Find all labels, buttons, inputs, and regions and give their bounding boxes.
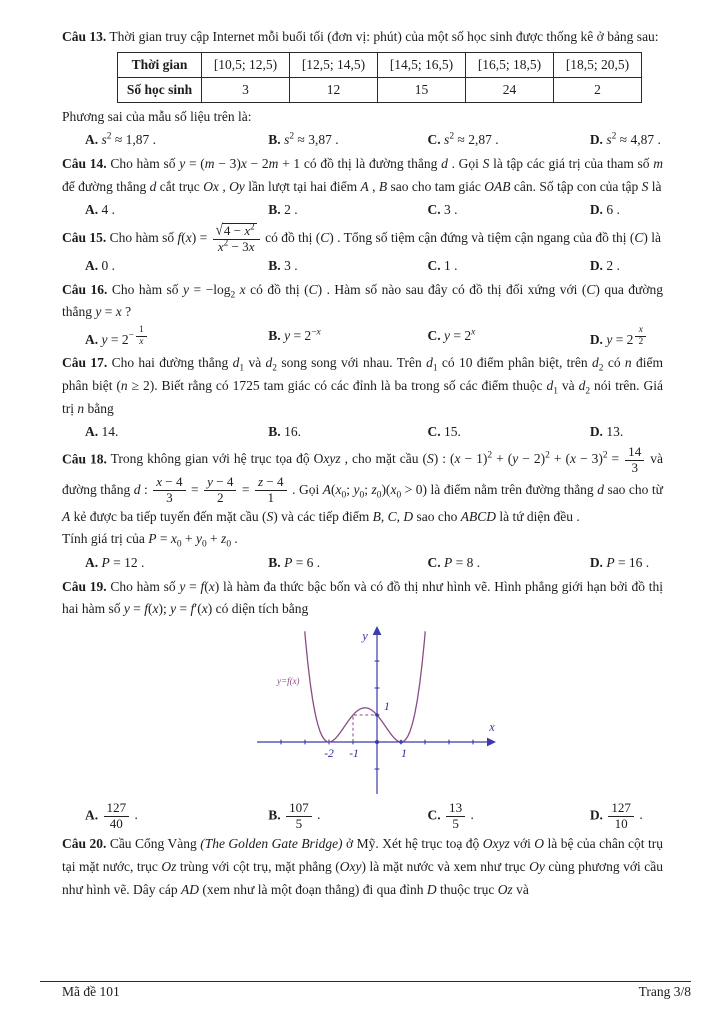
question-body: Cho hàm số f(x) = √ $4 - x^2$ $x^2 - 3x$ có đồ thị (C) . Tổng số tiệm cận đứng và tiệm cận ngang của đồ thị (C) là [109,220,661,254]
answer-option [62,129,245,151]
answer-option [567,129,663,151]
svg-text:x: x [489,719,495,734]
table-cell: [18,5; 20,5) [554,52,642,77]
table-cell: Thời gian [118,52,202,77]
table-cell: 2 [554,77,642,102]
table-cell: Số học sinh [118,77,202,102]
answer-option [245,255,404,277]
answer-letter: C. [427,328,441,344]
svg-text:y: y [362,628,368,643]
answer-value: $y = 2^{- \frac{1}{x}}$ [102,332,149,347]
answer-letter: A. [85,132,99,148]
answer-option [567,255,663,277]
question-18-answers [62,552,663,574]
answer-letter: D. [589,555,603,571]
question-16-answers [62,325,663,350]
question-13-answers [62,129,663,151]
question-body: Cầu Cổng Vàng (The Golden Gate Bridge) ở Mỹ. Xét hệ trục toạ độ Oxyz với O là bệ của chân cột trụ tại mặt nước, trục Oz trùng với cột trụ, mặt phẳng (Oxy) là mặt nước và xem như trục Oy cùng phương với cầu như hình vẽ. Dây cáp AD (xem như là một đoạn thẳng) đi qua đỉnh D thuộc trục Oz và [62,836,664,897]
answer-value: 0 . [101,258,115,274]
table-cell: 15 [378,77,466,102]
question-number: Câu 17. [62,355,108,371]
question-body: Cho hàm số y = f(x) là hàm đa thức bậc bốn và có đồ thị như hình vẽ. Hình phẳng giới hạn bởi đồ thị hai hàm số y = f(x); y = f′(x) có diện tích bằng [62,578,664,617]
answer-letter: A. [85,331,99,347]
answer-value: $s^2 \approx 3,87$ . [284,131,339,148]
table-row [118,52,642,77]
answer-option [405,325,567,350]
table-cell: [10,5; 12,5) [202,52,290,77]
answer-option [62,421,245,443]
table-row [118,77,642,102]
question-17-text [62,352,663,420]
answer-option [405,421,567,443]
question-number: Câu 19. [62,578,107,594]
question-17 [62,352,663,443]
answer-option [62,199,245,221]
question-19-answers [62,801,663,831]
answer-letter: B. [268,807,281,823]
question-number: Câu 20. [62,836,107,852]
answer-value: $\frac{127}{40}$ . [102,807,138,822]
answer-letter: B. [268,202,281,218]
question-body: Thời gian truy cập Internet mỗi buổi tối (đơn vị: phút) của một số học sinh được thống kê ở bảng sau: [109,29,659,44]
answer-option [567,421,663,443]
answer-option [245,552,404,574]
table-cell: 3 [202,77,290,102]
table-cell: [16,5; 18,5) [466,52,554,77]
question-13-prompt: Phương sai của mẫu số liệu trên là: [62,108,252,124]
question-14-text [62,153,663,198]
answer-value: 6 . [606,202,620,218]
svg-text:y=f(x): y=f(x) [277,675,300,686]
answer-letter: D. [589,202,603,218]
answer-value: P = 8 . [444,555,481,571]
answer-option [567,199,663,221]
svg-text:-1: -1 [349,747,359,760]
answer-letter: A. [85,807,99,823]
answer-letter: C. [427,807,441,823]
answer-letter: C. [427,202,441,218]
answer-option [245,801,404,831]
table-cell: [14,5; 16,5) [378,52,466,77]
answer-letter: B. [268,258,281,274]
answer-letter: B. [268,132,281,148]
question-20-text [62,833,663,901]
answer-letter: B. [268,424,281,440]
question-18 [62,445,663,574]
frequency-table [117,52,642,103]
answer-value: P = 6 . [284,555,321,571]
question-body: Cho hàm số y = (m − 3)x − 2m + 1 có đồ thị là đường thẳng d . Gọi S là tập các giá trị của tham số m để đường thẳng d cắt trục Ox , Oy lần lượt tại hai điểm A , B sao cho tam giác OAB cân. Số tập con của tập S là [62,155,664,194]
answer-value: $\frac{13}{5}$ . [444,807,474,822]
question-13-text [62,26,663,49]
question-19-figure [255,624,663,800]
answer-option [405,199,567,221]
answer-value: $\frac{127}{10}$ . [606,807,642,822]
answer-letter: D. [589,132,603,148]
question-number: Câu 16. [62,281,108,297]
table-cell: 24 [466,77,554,102]
question-number: Câu 13. [62,29,107,44]
answer-value: $\frac{107}{5}$ . [284,807,320,822]
table-cell: [12,5; 14,5) [290,52,378,77]
answer-value: $s^2 \approx 4,87$ . [606,131,661,148]
answer-letter: B. [268,555,281,571]
answer-option [62,255,245,277]
answer-option [62,801,245,831]
answer-value: y = 2 $^{\frac{x}{2}}$ [606,332,648,347]
question-number: Câu 18. [62,451,107,467]
question-20 [62,833,663,901]
answer-letter: A. [85,258,99,274]
question-number: Câu 15. [62,229,107,245]
answer-letter: C. [427,132,441,148]
answer-value: 3 . [284,258,298,274]
answer-value: 1 . [444,258,458,274]
answer-letter: A. [85,202,99,218]
answer-letter: D. [589,424,603,440]
answer-value: 16. [284,424,301,440]
question-18-text [62,445,663,528]
answer-value: 3 . [444,202,458,218]
answer-value: P = 12 . [101,555,145,571]
answer-letter: A. [85,555,99,571]
answer-value: $y = 2^x$ [444,327,476,344]
answer-option [245,199,404,221]
question-19-text [62,576,663,621]
answer-value: 15. [444,424,461,440]
answer-value: 14. [101,424,119,440]
exam-code: Mã đề 101 [62,984,120,999]
page-footer [40,981,691,1000]
question-17-answers [62,421,663,443]
question-14 [62,153,663,221]
question-13 [62,26,663,151]
question-body: Trong không gian với hệ trục tọa độ Oxyz , cho mặt cầu (S) : $(x - 1)^2 + (y - 2)^2 + (x - 3)^2$ = $\frac{14}{3}$ và đường thẳng d : $\frac{x - 4}{3}$ = $\frac{y - 4}{2}$ = $\frac{z - 4}{1}$ . Gọi $A(x_0$; $y_0$; $z_0)(x_0 > 0)$ là điểm nằm trên đường thẳng d sao cho từ A kẻ được ba tiếp tuyến đến mặt cầu (S) và các tiếp điểm B, C, D sao cho ABCD là tứ diện đều . [62,444,663,524]
answer-value: 13. [606,424,624,440]
answer-option [245,325,404,350]
page-number: Trang 3/8 [638,984,691,999]
question-number: Câu 14. [62,155,107,171]
svg-text:1: 1 [401,747,407,760]
answer-option [567,552,663,574]
svg-text:1: 1 [384,700,390,713]
question-16 [62,279,663,351]
question-18-compute: Tính giá trị của $P = x_0 + y_0 + z_0$ . [62,531,238,551]
answer-option [245,421,404,443]
answer-letter: D. [589,807,603,823]
question-body: Cho hai đường thẳng $d_1$ và $d_2$ song song với nhau. Trên $d_1$ có 10 điểm phân biệt, trên $d_2$ có n điểm phân biệt (n ≥ 2). Biết rằng có 1725 tam giác có các đỉnh là ba trong số các điểm thuộc $d_1$ và $d_2$ nói trên. Giá trị n bằng [62,355,664,416]
answer-value: 2 . [284,202,298,218]
svg-text:-2: -2 [324,747,334,760]
question-15-answers [62,255,663,277]
answer-option [567,801,663,831]
answer-option [62,325,245,350]
answer-letter: D. [589,258,603,274]
answer-option [567,325,663,350]
answer-value: 4 . [101,202,115,218]
answer-value: P = 16 . [606,555,650,571]
answer-value: $s^2 \approx 1,87$ . [101,131,157,148]
question-16-text [62,279,663,324]
question-15-text [62,220,663,254]
answer-option [245,129,404,151]
question-19 [62,576,663,832]
answer-option [405,552,567,574]
answer-value: $s^2 \approx 2,87$ . [444,131,499,148]
question-body: Cho hàm số $y = -\log_2$ x có đồ thị (C) . Hàm số nào sau đây có đồ thị đối xứng với (C) qua đường thẳng y = x ? [62,281,663,320]
answer-option [62,552,245,574]
answer-option [405,129,567,151]
answer-value: 2 . [606,258,620,274]
answer-letter: B. [268,328,281,344]
answer-letter: C. [427,258,441,274]
answer-option [405,801,567,831]
question-14-answers [62,199,663,221]
answer-letter: D. [589,331,603,347]
answer-letter: A. [85,424,99,440]
table-cell: 12 [290,77,378,102]
answer-letter: C. [427,555,441,571]
answer-letter: C. [427,424,441,440]
question-15 [62,220,663,277]
answer-value: $y = 2^{-x}$ [284,327,321,344]
function-graph [255,624,501,796]
answer-option [405,255,567,277]
